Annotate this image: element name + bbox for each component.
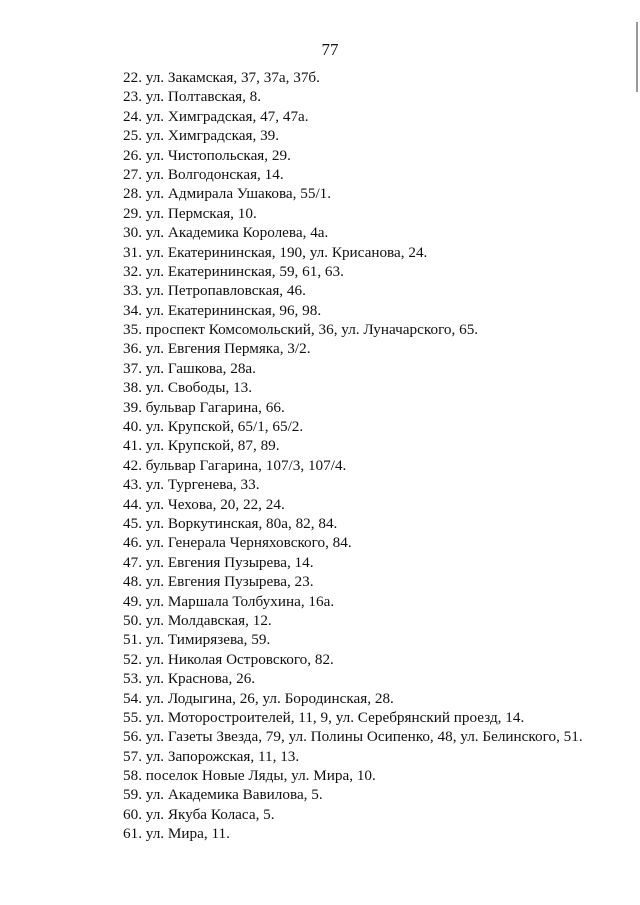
address-item: 42. бульвар Гагарина, 107/3, 107/4. (123, 456, 347, 474)
address-item: 34. ул. Екатерининская, 96, 98. (123, 301, 322, 319)
address-item: 60. ул. Якуба Коласа, 5. (123, 805, 275, 823)
address-item: 48. ул. Евгения Пузырева, 23. (123, 573, 314, 591)
address-item: 53. ул. Краснова, 26. (123, 670, 256, 688)
address-item: 35. проспект Комсомольский, 36, ул. Луначарского, 65. (123, 321, 479, 339)
address-item: 55. ул. Моторостроителей, 11, 9, ул. Серебрянский проезд, 14. (123, 708, 525, 726)
address-item: 25. ул. Химградская, 39. (123, 127, 280, 145)
address-item: 52. ул. Николая Островского, 82. (123, 650, 334, 668)
address-item: 22. ул. Закамская, 37, 37а, 37б. (123, 69, 320, 86)
address-item: 54. ул. Лодыгина, 26, ул. Бородинская, 28. (123, 689, 394, 707)
address-item: 38. ул. Свободы, 13. (123, 379, 253, 397)
address-item: 59. ул. Академика Вавилова, 5. (123, 786, 323, 804)
page-number: 77 (321, 40, 339, 59)
address-item: 26. ул. Чистопольская, 29. (123, 146, 291, 164)
address-item: 30. ул. Академика Королева, 4а. (123, 224, 329, 242)
address-item: 56. ул. Газеты Звезда, 79, ул. Полины Осипенко, 48, ул. Белинского, 51. (123, 728, 583, 746)
address-item: 41. ул. Крупской, 87, 89. (123, 437, 280, 455)
address-item: 32. ул. Екатерининская, 59, 61, 63. (123, 262, 344, 280)
address-item: 61. ул. Мира, 11. (123, 825, 230, 843)
address-item: 46. ул. Генерала Черняховского, 84. (123, 534, 352, 552)
address-item: 51. ул. Тимирязева, 59. (123, 631, 271, 649)
address-item: 33. ул. Петропавловская, 46. (123, 282, 306, 300)
address-item: 28. ул. Адмирала Ушакова, 55/1. (123, 185, 332, 203)
address-item: 31. ул. Екатерининская, 190, ул. Крисанова, 24. (123, 243, 428, 261)
address-item: 44. ул. Чехова, 20, 22, 24. (123, 495, 285, 513)
address-item: 37. ул. Гашкова, 28а. (123, 359, 256, 377)
address-item: 27. ул. Волгодонская, 14. (123, 165, 284, 183)
address-item: 50. ул. Молдавская, 12. (123, 611, 272, 629)
address-item: 23. ул. Полтавская, 8. (123, 88, 262, 106)
address-item: 39. бульвар Гагарина, 66. (123, 398, 285, 416)
address-item: 47. ул. Евгения Пузырева, 14. (123, 553, 314, 571)
address-item: 57. ул. Запорожская, 11, 13. (123, 747, 300, 765)
address-item: 58. поселок Новые Ляды, ул. Мира, 10. (123, 767, 376, 785)
address-item: 36. ул. Евгения Пермяка, 3/2. (123, 340, 311, 358)
address-list (123, 68, 623, 844)
address-item: 45. ул. Воркутинская, 80а, 82, 84. (123, 514, 338, 532)
address-item: 49. ул. Маршала Толбухина, 16а. (123, 592, 335, 610)
address-item: 40. ул. Крупской, 65/1, 65/2. (123, 418, 304, 436)
address-item: 43. ул. Тургенева, 33. (123, 476, 260, 494)
address-item: 29. ул. Пермская, 10. (123, 204, 257, 222)
address-item: 24. ул. Химградская, 47, 47а. (123, 107, 309, 125)
